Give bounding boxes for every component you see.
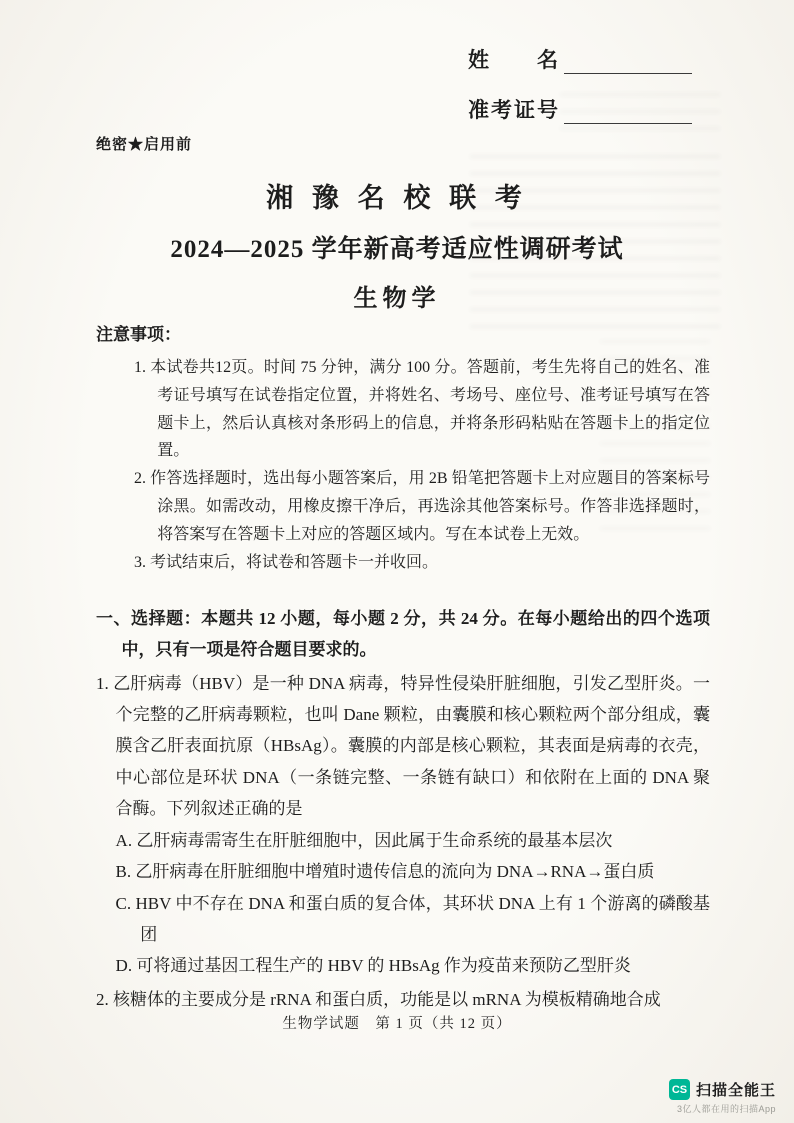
ticket-field-row [468, 94, 692, 124]
notice-list [96, 354, 710, 577]
camscanner-brand-name: 扫描全能王 [695, 1082, 776, 1099]
question-1-stem: 1. 乙肝病毒（HBV）是一种 DNA 病毒，特异性侵染肝脏细胞，引发乙型肝炎。一个完整的乙肝病毒颗粒，也叫 Dane 颗粒，由囊膜和核心颗粒两个部分组成，囊膜含乙肝表面抗原（HBsAg）。囊膜的内部是核心颗粒，其表面是病毒的衣壳，中心部位是环状 DNA（一条链完整、一条链有缺口）和依附在上面的 DNA 聚合酶。下列叙述正确的是 [96, 673, 710, 819]
exam-body [96, 320, 710, 1015]
camscanner-logo-icon: CS [669, 1079, 690, 1100]
camscanner-brand-row [669, 1079, 776, 1100]
ticket-blank-line [564, 99, 692, 124]
name-label: 姓 名 [468, 48, 560, 72]
notice-item-1: 1. 本试卷共12页。时间 75 分钟，满分 100 分。答题前，考生先将自己的姓名、准考证号填写在试卷指定位置，并将姓名、考场号、座位号、准考证号填写在答题卡上，然后认真核对条形码上的信息，并将条形码粘贴在答题卡上的指定位置。 [134, 359, 710, 460]
question-1-option-a: A. 乙肝病毒需寄生在肝脏细胞中，因此属于生命系统的最基本层次 [115, 830, 613, 850]
question-2-stem: 2. 核糖体的主要成分是 rRNA 和蛋白质，功能是以 mRNA 为模板精确地合成 [96, 989, 661, 1009]
exam-titles [0, 176, 794, 313]
exam-title-line2: 2024—2025 学年新高考适应性调研考试 [170, 236, 624, 263]
question-2 [96, 984, 710, 1015]
question-1 [96, 668, 710, 982]
notice-item-3: 3. 考试结束后，将试卷和答题卡一并收回。 [134, 553, 439, 571]
notice-item-2: 2. 作答选择题时，选出每小题答案后，用 2B 铅笔把答题卡上对应题目的答案标号涂黑。如需改动，用橡皮擦干净后，再选涂其他答案标号。作答非选择题时，将答案写在答题卡上对应的答题区域内。写在本试卷上无效。 [134, 470, 710, 543]
exam-title-line1: 湘 豫 名 校 联 考 [266, 183, 528, 213]
section-heading: 一、选择题：本题共 12 小题，每小题 2 分，共 24 分。在每小题给出的四个选项中，只有一项是符合题目要求的。 [96, 608, 710, 660]
question-1-option-c: C. HBV 中不存在 DNA 和蛋白质的复合体，其环状 DNA 上有 1 个游离的磷酸基团 [115, 893, 710, 944]
name-field-row [468, 44, 692, 74]
question-1-options [96, 825, 710, 982]
secrecy-notice: 绝密★启用前 [96, 137, 193, 153]
camscanner-watermark [669, 1079, 776, 1115]
question-1-option-d: D. 可将通过基因工程生产的 HBV 的 HBsAg 作为疫苗来预防乙型肝炎 [115, 956, 631, 976]
ticket-number-label: 准考证号 [468, 98, 560, 122]
page-footer: 生物学试题 第 1 页（共 12 页） [282, 1016, 512, 1032]
question-1-option-b: B. 乙肝病毒在肝脏细胞中增殖时遗传信息的流向为 DNA→RNA→蛋白质 [115, 862, 655, 882]
name-blank-line [564, 49, 692, 74]
exam-subject-title: 生物学 [353, 286, 441, 312]
camscanner-tagline: 3亿人都在用的扫描App [676, 1104, 776, 1114]
student-info-fields [468, 44, 692, 144]
notice-heading: 注意事项： [96, 325, 181, 344]
